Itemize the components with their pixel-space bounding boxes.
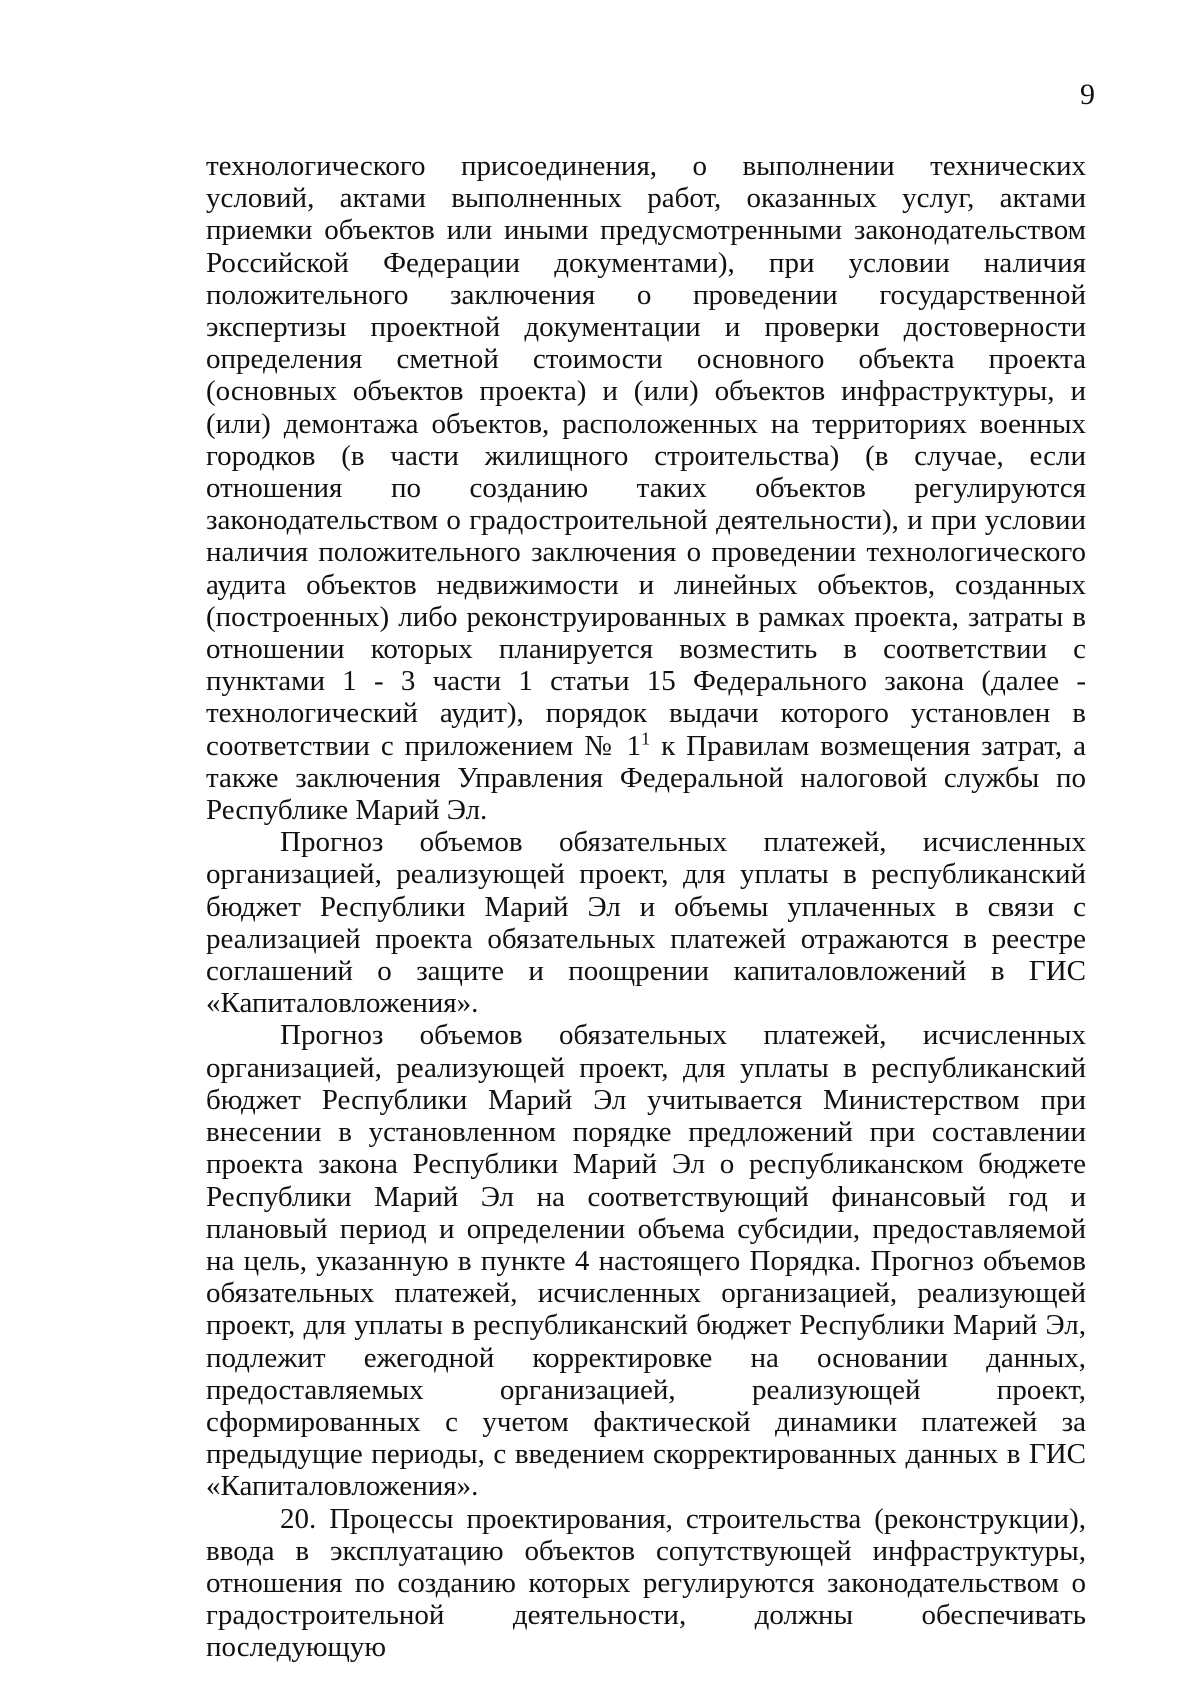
document-body xyxy=(206,150,1086,1664)
page-number: 9 xyxy=(1080,78,1095,111)
paragraph-item-20: 20. Процессы проектирования, строительства (реконструкции), ввода в эксплуатацию объектов сопутствующей инфраструктуры, отношения по созданию которых регулируются законодательством о градостроительной деятельности, должны обеспечивать последующую xyxy=(206,1502,1086,1664)
paragraph-text-tail: к Правилам возмещения затрат, а также заключения Управления Федеральной налоговой службы по Республике Марий Эл. xyxy=(206,729,1087,827)
footnote-superscript: 1 xyxy=(641,728,651,748)
paragraph-continuation xyxy=(206,150,1086,826)
paragraph-text: технологического присоединения, о выполнении технических условий, актами выполненных работ, оказанных услуг, актами приемки объектов или иными предусмотренными законодательством Российской Федерации документами), при условии наличия положительного заключения о проведении государственной экспертизы проектной документации и проверки достоверности определения сметной стоимости основного объекта проекта (основных объектов проекта) и (или) объектов инфраструктуры, и (или) демонтажа объектов, расположенных на территориях военных городков (в части жилищного строительства) (в случае, если отношения по созданию таких объектов регулируются законодательством о градостроительной деятельности), и при условии наличия положительного заключения о проведении технологического аудита объектов недвижимости и линейных объектов, созданных (построенных) либо реконструированных в рамках проекта, затраты в отношении которых планируется возместить в соответствии с пунктами 1 - 3 части 1 статьи 15 Федерального закона (далее - технологический аудит), порядок выдачи которого установлен в соответствии с приложением № 1 xyxy=(206,150,1086,762)
paragraph-forecast-register: Прогноз объемов обязательных платежей, исчисленных организацией, реализующей проект, для уплаты в республиканский бюджет Республики Марий Эл и объемы уплаченных в связи с реализацией проекта обязательных платежей отражаются в реестре соглашений о защите и поощрении капиталовложений в ГИС «Капиталовложения». xyxy=(206,826,1086,1020)
paragraph-forecast-budget: Прогноз объемов обязательных платежей, исчисленных организацией, реализующей проект, для уплаты в республиканский бюджет Республики Марий Эл учитывается Министерством при внесении в установленном порядке предложений при составлении проекта закона Республики Марий Эл о республиканском бюджете Республики Марий Эл на соответствующий финансовый год и плановый период и определении объема субсидии, предоставляемой на цель, указанную в пункте 4 настоящего Порядка. Прогноз объемов обязательных платежей, исчисленных организацией, реализующей проект, для уплаты в республиканский бюджет Республики Марий Эл, подлежит ежегодной корректировке на основании данных, предоставляемых организацией, реализующей проект, сформированных с учетом фактической динамики платежей за предыдущие периоды, с введением скорректированных данных в ГИС «Капиталовложения». xyxy=(206,1019,1086,1503)
